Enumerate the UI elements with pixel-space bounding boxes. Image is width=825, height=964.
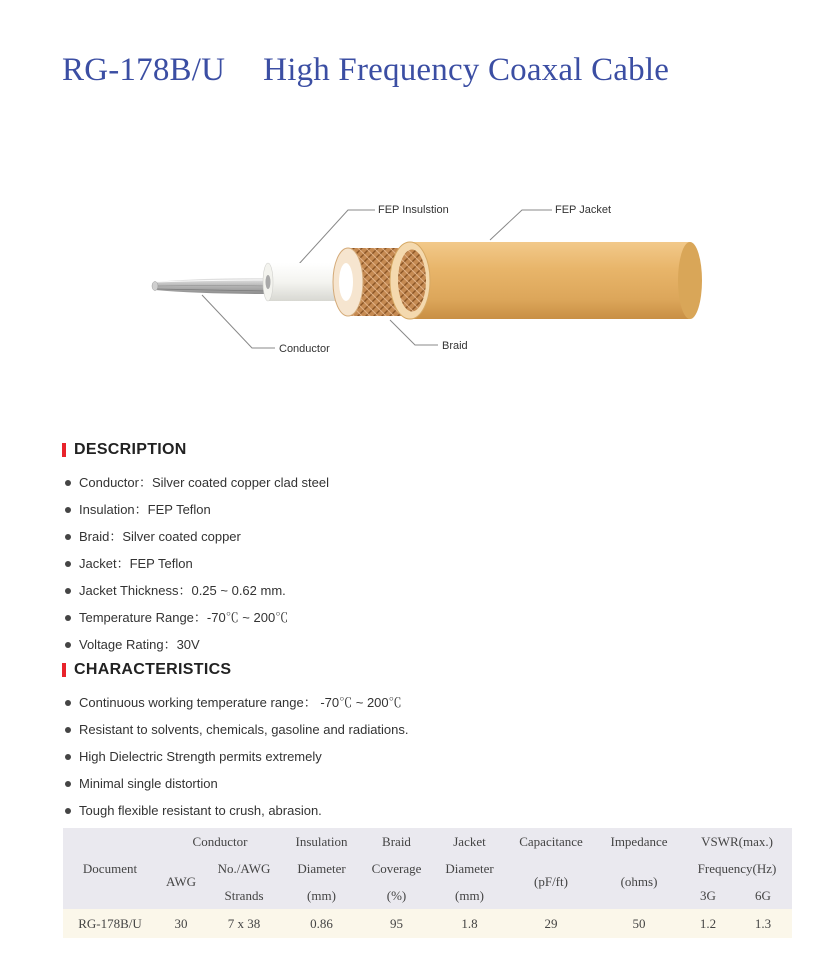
cell-braid-coverage: 95 xyxy=(360,909,433,938)
description-title: DESCRIPTION xyxy=(74,441,187,458)
header-insulation-diameter: Diameter xyxy=(283,855,360,882)
description-item: Temperature Range：-70℃ ~ 200℃ xyxy=(62,604,329,631)
header-jacket-diameter: Diameter xyxy=(433,855,506,882)
header-capacitance: Capacitance xyxy=(506,828,596,855)
header-vswr: VSWR(max.) xyxy=(682,828,792,855)
label-braid: Braid xyxy=(442,340,468,352)
page-title xyxy=(62,52,669,89)
label-fep-insulation: FEP Insulstion xyxy=(378,204,449,216)
cell-impedance: 50 xyxy=(596,909,682,938)
header-pf-ft: (pF/ft) xyxy=(506,855,596,909)
header-braid: Braid xyxy=(360,828,433,855)
spec-table xyxy=(63,828,792,938)
header-impedance: Impedance xyxy=(596,828,682,855)
characteristics-list xyxy=(62,689,409,824)
header-strands: Strands xyxy=(205,882,283,909)
product-title: High Frequency Coaxal Cable xyxy=(263,52,670,88)
header-ohms: (ohms) xyxy=(596,855,682,909)
header-awg: AWG xyxy=(157,855,205,909)
description-item: Conductor：Silver coated copper clad steel xyxy=(62,469,329,496)
header-insulation-mm: (mm) xyxy=(283,882,360,909)
cell-jacket-diameter: 1.8 xyxy=(433,909,506,938)
characteristics-title: CHARACTERISTICS xyxy=(74,661,232,678)
description-item: Insulation：FEP Teflon xyxy=(62,496,329,523)
header-no-awg: No./AWG xyxy=(205,855,283,882)
header-percent: (%) xyxy=(360,882,433,909)
characteristics-item: Resistant to solvents, chemicals, gasoline and radiations. xyxy=(62,716,409,743)
cell-vswr-3g: 1.2 xyxy=(682,909,734,938)
section-marker xyxy=(62,663,66,677)
header-jacket: Jacket xyxy=(433,828,506,855)
cable-diagram xyxy=(140,190,710,370)
characteristics-item: High Dielectric Strength permits extremely xyxy=(62,743,409,770)
cell-capacitance: 29 xyxy=(506,909,596,938)
characteristics-item: Tough flexible resistant to crush, abrasion. xyxy=(62,797,409,824)
description-item: Jacket：FEP Teflon xyxy=(62,550,329,577)
label-conductor: Conductor xyxy=(279,343,330,355)
description-list xyxy=(62,469,329,658)
header-frequency: Frequency(Hz) xyxy=(682,855,792,882)
header-6g: 6G xyxy=(734,882,792,909)
cell-strands: 7 x 38 xyxy=(205,909,283,938)
cell-insulation-diameter: 0.86 xyxy=(283,909,360,938)
header-jacket-mm: (mm) xyxy=(433,882,506,909)
header-conductor: Conductor xyxy=(157,828,283,855)
table-row xyxy=(63,909,792,938)
leader-line-conductor xyxy=(202,295,275,348)
description-heading xyxy=(62,440,329,460)
characteristics-heading xyxy=(62,660,409,680)
description-section xyxy=(62,440,329,658)
header-insulation: Insulation xyxy=(283,828,360,855)
header-coverage: Coverage xyxy=(360,855,433,882)
section-marker xyxy=(62,443,66,457)
cell-document: RG-178B/U xyxy=(63,909,157,938)
cell-vswr-6g: 1.3 xyxy=(734,909,792,938)
model-name: RG-178B/U xyxy=(62,52,226,88)
header-3g: 3G xyxy=(682,882,734,909)
spec-table-header xyxy=(63,828,792,909)
cell-awg: 30 xyxy=(157,909,205,938)
conductor-strands xyxy=(152,278,270,294)
description-item: Braid：Silver coated copper xyxy=(62,523,329,550)
description-item: Jacket Thickness：0.25 ~ 0.62 mm. xyxy=(62,577,329,604)
fep-jacket xyxy=(390,242,702,319)
description-item: Voltage Rating：30V xyxy=(62,631,329,658)
characteristics-item: Continuous working temperature range： -70℃ ~ 200℃ xyxy=(62,689,409,716)
label-fep-jacket: FEP Jacket xyxy=(555,204,612,216)
leader-line-braid xyxy=(390,320,438,345)
characteristics-section xyxy=(62,660,409,824)
characteristics-item: Minimal single distortion xyxy=(62,770,409,797)
leader-line-jacket xyxy=(490,210,552,240)
header-document: Document xyxy=(63,828,157,909)
